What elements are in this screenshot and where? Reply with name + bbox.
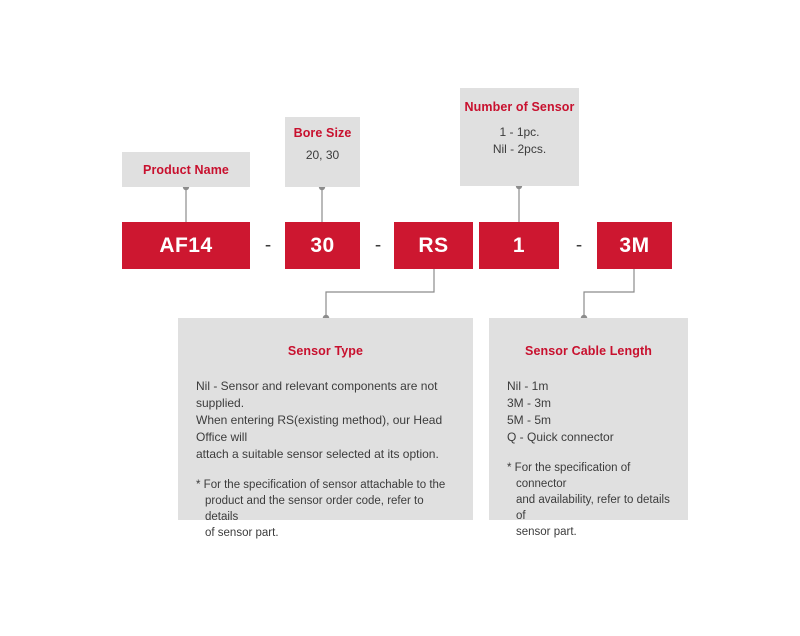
callout-sensor-cable-length-title: Sensor Cable Length xyxy=(525,344,652,358)
code-block-sensor-type[interactable]: RS xyxy=(394,222,473,269)
sensor-type-note-line1: * For the specification of sensor attachable to the xyxy=(196,479,446,491)
callout-number-of-sensor-line2: Nil - 2pcs. xyxy=(492,142,547,156)
code-separator-3: - xyxy=(575,234,583,256)
callout-sensor-cable-length xyxy=(489,318,688,538)
callout-product-name xyxy=(122,152,250,187)
sensor-type-body-line2: When entering RS(existing method), our Head Office will xyxy=(196,413,443,444)
code-block-bore-size[interactable]: 30 xyxy=(285,222,360,269)
callout-product-name-title: Product Name xyxy=(143,162,229,177)
callout-number-of-sensor-title: Number of Sensor xyxy=(464,100,575,114)
sensor-type-note-line3: of sensor part. xyxy=(205,527,279,539)
sensor-type-body-line1: Nil - Sensor and relevant components are not supplied. xyxy=(196,379,438,410)
cable-note-line3: sensor part. xyxy=(516,526,577,538)
code-block-product-name[interactable]: AF14 xyxy=(122,222,250,269)
callout-sensor-type-title: Sensor Type xyxy=(287,344,364,358)
cable-option-2: 3M - 3m xyxy=(507,396,552,410)
callout-number-of-sensor-line1: 1 - 1pc. xyxy=(499,125,540,139)
cable-option-1: Nil - 1m xyxy=(507,379,549,393)
cable-note-line1: * For the specification of connector xyxy=(507,462,631,490)
callout-bore-size xyxy=(285,117,360,187)
code-separator-1: - xyxy=(264,234,272,256)
sensor-type-note-line2: product and the sensor order code, refer to details xyxy=(205,495,424,523)
code-block-sensor-cable-length[interactable]: 3M xyxy=(597,222,672,269)
code-separator-2: - xyxy=(374,234,382,256)
callout-sensor-type-body xyxy=(196,378,455,463)
callout-bore-size-values: 20, 30 xyxy=(305,148,340,162)
callout-sensor-type-note xyxy=(196,477,455,541)
callout-sensor-type xyxy=(178,318,473,539)
cable-option-4: Q - Quick connector xyxy=(507,430,614,444)
cable-option-3: 5M - 5m xyxy=(507,413,552,427)
cable-note-line2: and availability, refer to details of xyxy=(516,494,670,522)
callout-sensor-cable-length-note xyxy=(507,460,670,540)
callout-bore-size-title: Bore Size xyxy=(293,126,352,140)
code-block-number-of-sensor[interactable]: 1 xyxy=(479,222,559,269)
callout-sensor-cable-length-options xyxy=(507,378,670,446)
sensor-type-body-line3: attach a suitable sensor selected at its option. xyxy=(196,447,439,461)
callout-number-of-sensor xyxy=(460,88,579,186)
